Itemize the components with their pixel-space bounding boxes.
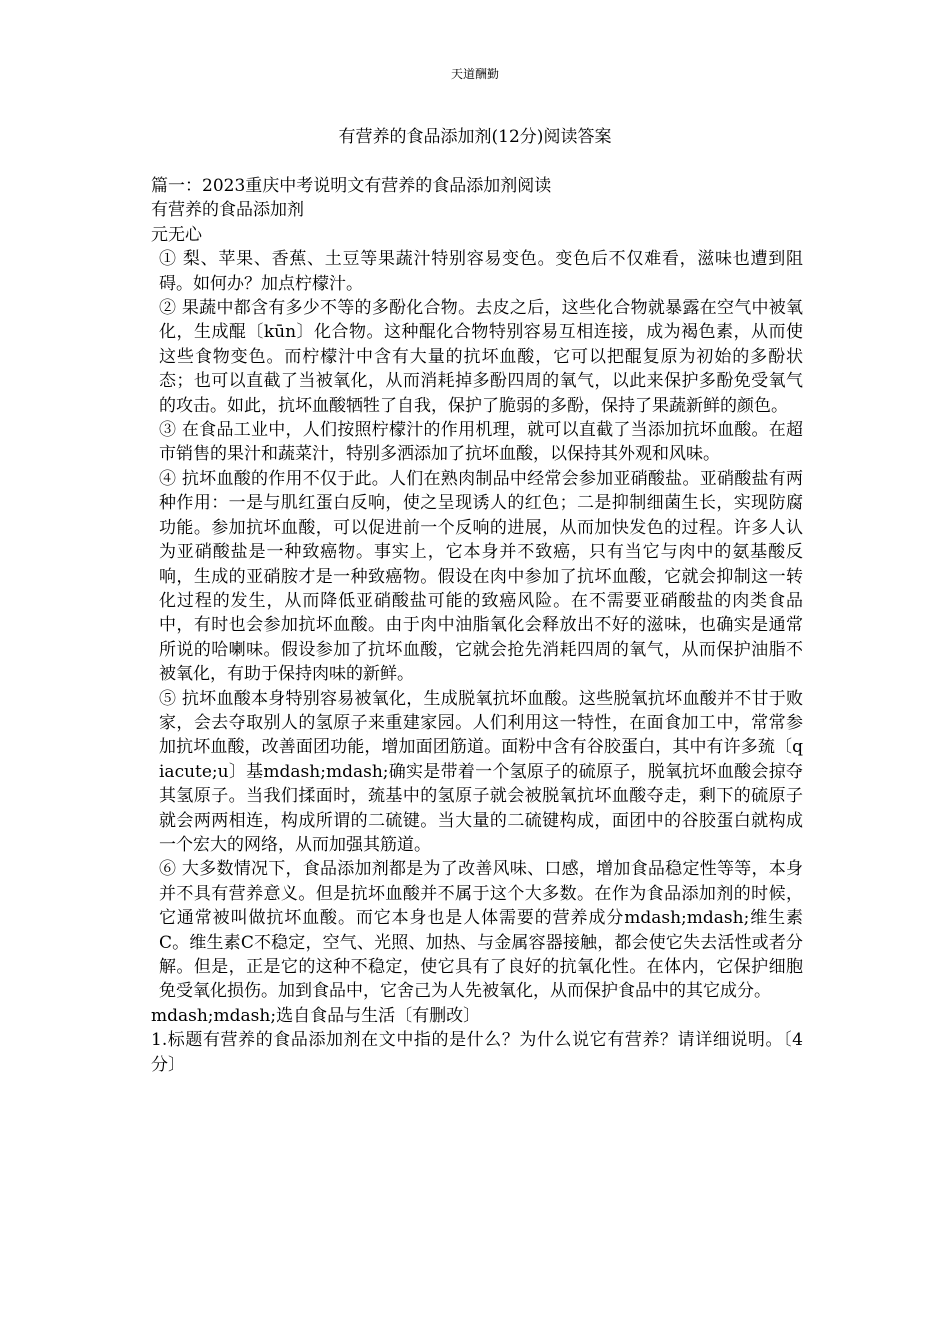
paragraph-2: ② 果蔬中都含有多少不等的多酚化合物。去皮之后，这些化合物就暴露在空气中被氧化，生成醌〔kūn〕化合物。这种醌化合物特别容易互相连接，成为褐色素，从而使这些食物变色。而柠檬汁中含有大量的抗坏血酸，它可以把醌复原为初始的多酚状态；也可以直截了当被氧化，从而消耗掉多酚四周的氧气，以此来保护多酚免受氧气的攻击。如此，抗坏血酸牺牲了自我，保护了脆弱的多酚，保持了果蔬新鲜的颜色。	[159, 298, 803, 416]
paragraph-3: ③ 在食品工业中，人们按照柠檬汁的作用机理，就可以直截了当添加抗坏血酸。在超市销售的果汁和蔬菜汁，特别多洒添加了抗坏血酸，以保持其外观和风味。	[159, 420, 803, 465]
article-author: 元无心	[151, 224, 202, 245]
source-note: mdash;mdash;选自食品与生活〔有删改〕	[151, 1005, 481, 1026]
paragraph-4: ④ 抗坏血酸的作用不仅于此。人们在熟肉制品中经常会参加亚硝酸盐。亚硝酸盐有两种作用：一是与肌红蛋白反响，使之呈现诱人的红色；二是抑制细菌生长，实现防腐功能。参加抗坏血酸，可以促进前一个反响的进展，从而加快发色的过程。许多人认为亚硝酸盐是一种致癌物。事实上，它本身并不致癌，只有当它与肉中的氨基酸反响，生成的亚硝胺才是一种致癌物。假设在肉中参加了抗坏血酸，它就会抑制这一转化过程的发生，从而降低亚硝酸盐可能的致癌风险。在不需要亚硝酸盐的肉类食品中，有时也会参加抗坏血酸。由于肉中油脂氧化会释放出不好的滋味，也确实是通常所说的哈喇味。假设参加了抗坏血酸，它就会抢先消耗四周的氧气，从而保护油脂不被氧化，有助于保持肉味的新鲜。	[159, 468, 803, 685]
question-1: 1.标题有营养的食品添加剂在文中指的是什么？为什么说它有营养？请详细说明。〔4分〕	[151, 1030, 803, 1075]
paragraph-1: ① 梨、苹果、香蕉、土豆等果蔬汁特别容易变色。变色后不仅难看，滋味也遭到阻碍。如何办？加点柠檬汁。	[159, 249, 803, 294]
article-title: 有营养的食品添加剂	[151, 200, 304, 221]
section-heading: 篇一：2023重庆中考说明文有营养的食品添加剂阅读	[151, 176, 552, 196]
document-body	[151, 174, 803, 1077]
page-header: 天道酬勤	[450, 67, 499, 81]
paragraph-5: ⑤ 抗坏血酸本身特别容易被氧化，生成脱氧抗坏血酸。这些脱氧抗坏血酸并不甘于败家，会去夺取别人的氢原子来重建家园。人们利用这一特性，在面食加工中，常常参加抗坏血酸，改善面团功能，增加面团筋道。面粉中含有谷胶蛋白，其中有许多巯〔qiacute;u〕基mdash;mdash;确实是带着一个氢原子的硫原子，脱氧抗坏血酸会掠夺其氢原子。当我们揉面时，巯基中的氢原子就会被脱氧抗坏血酸夺走，剩下的硫原子就会两两相连，构成所谓的二硫键。当大量的二硫键构成，面团中的谷胶蛋白就构成一个宏大的网络，从而加强其筋道。	[159, 688, 803, 855]
document-title: 有营养的食品添加剂(12分)阅读答案	[338, 127, 612, 147]
paragraph-6: ⑥ 大多数情况下，食品添加剂都是为了改善风味、口感，增加食品稳定性等等，本身并不具有营养意义。但是抗坏血酸并不属于这个大多数。在作为食品添加剂的时候，它通常被叫做抗坏血酸。而它本身也是人体需要的营养成分mdash;mdash;维生素C。维生素C不稳定，空气、光照、加热、与金属容器接触，都会使它失去活性或者分解。但是，正是它的这种不稳定，使它具有了良好的抗氧化性。在体内，它保护细胞免受氧化损伤。加到食品中，它舍己为人先被氧化，从而保护食品中的其它成分。	[159, 859, 803, 1002]
